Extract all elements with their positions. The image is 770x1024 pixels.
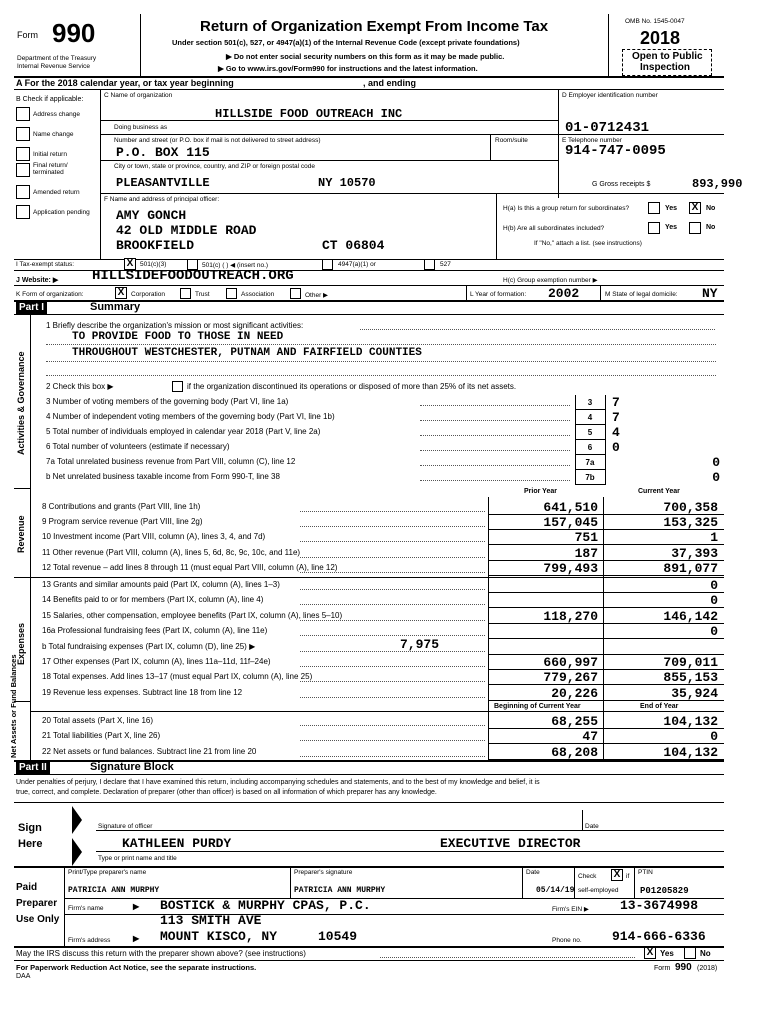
firm-name-label: Firm's name <box>68 905 104 912</box>
rev-prior-value: 751 <box>574 530 598 545</box>
year-formed-value: 2002 <box>548 286 580 301</box>
rev-prior-value: 157,045 <box>543 515 598 530</box>
opt-4947: 4947(a)(1) or <box>338 261 376 268</box>
checkbox-amended-return[interactable] <box>16 185 30 199</box>
name-change-label: Name change <box>33 131 74 138</box>
officer-signature-name: KATHLEEN PURDY <box>122 836 232 851</box>
checkbox-4947[interactable] <box>322 259 333 270</box>
hb-yes-checkbox[interactable] <box>648 222 660 234</box>
opt-527: 527 <box>440 261 451 268</box>
signature-label: Signature of officer <box>98 823 153 830</box>
checkbox-other[interactable] <box>290 288 301 299</box>
firm-address-label: Firm's address <box>68 937 111 944</box>
exp-line-label: 13 Grants and similar amounts paid (Part IX, column (A), lines 1–3) <box>42 580 280 589</box>
gov-line-value: 7 <box>612 410 620 425</box>
net-prior-value: 68,208 <box>551 745 598 760</box>
rev-line-label: 9 Program service revenue (Part VIII, line 2g) <box>42 517 203 526</box>
rev-current-value: 700,358 <box>663 500 718 515</box>
checkbox-trust[interactable] <box>180 288 191 299</box>
tax-exempt-label: I Tax-exempt status: <box>16 261 75 268</box>
gov-line-value: 0 <box>612 440 620 455</box>
final-return-label: Final return/ terminated <box>33 162 68 176</box>
section-a-label: A For the 2018 calendar year, or tax year beginning <box>16 78 234 88</box>
hb-no-checkbox[interactable] <box>689 222 701 234</box>
line-2-text: if the organization discontinued its operations or disposed of more than 25% of its net assets. <box>187 382 517 391</box>
form-number: 990 <box>52 18 96 48</box>
exp-line-label: 18 Total expenses. Add lines 13–17 (must equal Part IX, column (A), line 25) <box>42 672 313 681</box>
boy-header: Beginning of Current Year <box>494 703 581 710</box>
hb-note: If "No," attach a list. (see instructions) <box>534 240 642 247</box>
gov-line-number: 6 <box>587 443 593 452</box>
firm-address-1: 113 SMITH AVE <box>160 913 262 928</box>
address-change-label: Address change <box>33 111 80 118</box>
open-public-2: Inspection <box>640 62 691 73</box>
ha-yes-checkbox[interactable] <box>648 202 660 214</box>
net-line-label: 22 Net assets or fund balances. Subtract line 21 from line 20 <box>42 747 257 756</box>
gov-line-label: 6 Total number of volunteers (estimate if necessary) <box>46 442 230 451</box>
if-label: if <box>626 873 630 880</box>
corporation-label: Corporation <box>131 291 165 298</box>
tax-year: 2018 <box>640 28 681 48</box>
check-label: Check <box>578 873 597 880</box>
exp-current-value: 0 <box>710 624 718 639</box>
gov-line-value: 0 <box>712 470 720 485</box>
form-subtitle-3: ▶ Go to www.irs.gov/Form990 for instructions and the latest information. <box>218 64 478 73</box>
firm-zip: 10549 <box>318 929 358 944</box>
rev-line-label: 8 Contributions and grants (Part VIII, line 1h) <box>42 502 201 511</box>
type-name-label: Type or print name and title <box>98 855 177 862</box>
officer-street: 42 OLD MIDDLE ROAD <box>116 223 257 238</box>
org-name-label: C Name of organization <box>104 92 173 99</box>
exp-prior-value: 660,997 <box>543 655 598 670</box>
exp-prior-value: 118,270 <box>543 609 598 624</box>
use-only-label: Use Only <box>16 914 60 925</box>
gov-line-number: 4 <box>587 413 593 422</box>
org-city: PLEASANTVILLE <box>116 176 210 190</box>
self-employed-label: self-employed <box>578 887 619 894</box>
gov-line-number: 7b <box>585 473 595 482</box>
gross-receipts-label: G Gross receipts $ <box>592 181 651 188</box>
h-a-label: H(a) Is this a group return for subordinates? <box>503 205 630 212</box>
website-value[interactable]: HILLSIDEFOODOUTREACH.ORG <box>92 268 294 284</box>
opt-501c: 501(c) ( ) ◀ (insert no.) <box>202 262 269 269</box>
rev-line-label: 12 Total revenue – add lines 8 through 11 (must equal Part VIII, column (A), line 12) <box>42 563 338 572</box>
city-label: City or town, state or province, country, and ZIP or foreign postal code <box>114 163 315 170</box>
checkbox-line-2[interactable] <box>172 381 183 392</box>
firm-ein-label: Firm's EIN ▶ <box>552 906 589 913</box>
preparer-name-label: Print/Type preparer's name <box>68 869 147 876</box>
firm-address-2: MOUNT KISCO, NY <box>160 929 278 944</box>
side-label-net-assets: Net Assets or Fund Balances <box>9 654 18 758</box>
preparer-date: 05/14/19 <box>536 886 575 895</box>
gov-line-value: 4 <box>612 425 620 440</box>
part-i-title: Summary <box>90 301 141 313</box>
paid-label: Paid <box>16 882 38 893</box>
daa-mark: DAA <box>16 973 31 980</box>
dept-line-2: Internal Revenue Service <box>17 63 90 70</box>
ha-yes-label: Yes <box>665 205 678 212</box>
checkbox-name-change[interactable] <box>16 127 30 141</box>
preparer-signature: PATRICIA ANN MURPHY <box>294 886 386 895</box>
discuss-yes-label: Yes <box>660 949 674 958</box>
form-of-org-label: K Form of organization: <box>16 291 84 298</box>
exp-line-label: 16a Professional fundraising fees (Part IX, column (A), line 11e) <box>42 626 268 635</box>
pra-notice: For Paperwork Reduction Act Notice, see the separate instructions. <box>16 963 257 972</box>
discuss-question: May the IRS discuss this return with the preparer shown above? (see instructions) <box>16 949 306 958</box>
checkbox-association[interactable] <box>226 288 237 299</box>
checkbox-application-pending[interactable] <box>16 205 30 219</box>
gov-line-value: 0 <box>712 455 720 470</box>
line-2-label: 2 Check this box ▶ <box>46 382 114 391</box>
line-1-label: 1 Briefly describe the organization's mission or most significant activities: <box>46 321 304 330</box>
prior-year-header: Prior Year <box>524 488 557 495</box>
officer-name: AMY GONCH <box>116 208 187 223</box>
exp-prior-value: 779,267 <box>543 670 598 685</box>
eoy-header: End of Year <box>640 703 679 710</box>
hb-no-label: No <box>706 224 716 231</box>
part-i-tag: Part I <box>16 301 47 314</box>
ha-no-checkbox[interactable]: X <box>689 202 701 214</box>
net-current-value: 104,132 <box>663 714 718 729</box>
gross-receipts-value: 893,990 <box>692 177 743 191</box>
exp-line-label: 19 Revenue less expenses. Subtract line 18 from line 12 <box>42 688 243 697</box>
form-subtitle-1: Under section 501(c), 527, or 4947(a)(1) of the Internal Revenue Code (except private foundations) <box>172 38 520 47</box>
ein-value: 01-0712431 <box>565 120 650 136</box>
officer-label: F Name and address of principal officer: <box>104 196 220 203</box>
org-name: HILLSIDE FOOD OUTREACH INC <box>215 107 403 121</box>
exp-line-label: 14 Benefits paid to or for members (Part IX, column (A), line 4) <box>42 595 264 604</box>
checkbox-initial-return[interactable] <box>16 147 30 161</box>
rev-prior-value: 641,510 <box>543 500 598 515</box>
sign-date-label: Date <box>585 823 599 830</box>
officer-state-zip: CT 06804 <box>322 238 385 253</box>
room-label: Room/suite <box>495 137 528 144</box>
phone-no-label: Phone no. <box>552 937 582 944</box>
gov-line-label: 5 Total number of individuals employed in calendar year 2018 (Part V, line 2a) <box>46 427 321 436</box>
firm-name-arrow-icon: ▶ <box>133 902 140 911</box>
checkbox-corporation[interactable]: X <box>115 287 127 299</box>
org-state-zip: NY 10570 <box>318 176 376 190</box>
section-b-label: B Check if applicable: <box>16 96 84 103</box>
section-a-ending: , and ending <box>363 78 416 88</box>
domicile-value: NY <box>702 286 718 301</box>
checkbox-address-change[interactable] <box>16 107 30 121</box>
firm-phone: 914-666-6336 <box>612 929 706 944</box>
net-current-value: 0 <box>710 729 718 744</box>
group-exemption-label: H(c) Group exemption number ▶ <box>503 277 598 284</box>
association-label: Association <box>241 291 275 298</box>
application-pending-label: Application pending <box>33 209 90 216</box>
omb-number: OMB No. 1545-0047 <box>625 18 685 25</box>
hb-yes-label: Yes <box>665 224 678 231</box>
discuss-no-checkbox[interactable] <box>684 947 696 959</box>
ptin-label: PTIN <box>638 869 653 876</box>
ptin-value: P01205829 <box>640 886 689 896</box>
opt-501c3: 501(c)(3) <box>140 261 167 268</box>
exp-current-value: 709,011 <box>663 655 718 670</box>
mission-line-2: THROUGHOUT WESTCHESTER, PUTNAM AND FAIRFIELD COUNTIES <box>72 347 422 359</box>
rev-line-label: 10 Investment income (Part VIII, column (A), lines 3, 4, and 7d) <box>42 532 266 541</box>
preparer-name: PATRICIA ANN MURPHY <box>68 886 160 895</box>
firm-ein: 13-3674998 <box>620 898 699 913</box>
preparer-sig-label: Preparer's signature <box>294 869 353 876</box>
here-label: Here <box>18 838 43 850</box>
part-ii-tag: Part II <box>16 761 50 774</box>
gov-line-label: 7a Total unrelated business revenue from Part VIII, column (C), line 12 <box>46 457 296 466</box>
exp-line-label: b Total fundraising expenses (Part IX, column (D), line 25) ▶ <box>42 642 256 651</box>
gov-line-number: 7a <box>585 458 595 467</box>
gov-line-label: 3 Number of voting members of the governing body (Part VI, line 1a) <box>46 397 289 406</box>
net-line-label: 20 Total assets (Part X, line 16) <box>42 716 154 725</box>
firm-name: BOSTICK & MURPHY CPAS, P.C. <box>160 898 371 913</box>
side-label-revenue: Revenue <box>16 515 26 553</box>
rev-prior-value: 799,493 <box>543 561 598 576</box>
phone-value: 914-747-0095 <box>565 143 666 159</box>
preparer-label: Preparer <box>16 898 58 909</box>
gov-line-number: 3 <box>587 398 593 407</box>
form-title: Return of Organization Exempt From Income Tax <box>200 18 549 35</box>
exp-current-value: 0 <box>710 593 718 608</box>
ha-no-label: No <box>706 205 716 212</box>
dba-label: Doing business as <box>114 124 168 131</box>
perjury-line-2: true, correct, and complete. Declaration of preparer (other than officer) is based on all information of which preparer has any knowledge. <box>16 789 437 796</box>
form-word: Form <box>17 30 38 40</box>
form-subtitle-2: ▶ Do not enter social security numbers on this form as it may be made public. <box>226 52 505 61</box>
other-label: Other ▶ <box>305 292 329 299</box>
officer-signature-title: EXECUTIVE DIRECTOR <box>440 836 581 851</box>
initial-return-label: Initial return <box>33 151 67 158</box>
discuss-no-label: No <box>700 949 711 958</box>
net-current-value: 104,132 <box>663 745 718 760</box>
phone-label: E Telephone number <box>562 137 622 144</box>
net-line-label: 21 Total liabilities (Part X, line 26) <box>42 731 161 740</box>
rev-current-value: 891,077 <box>663 561 718 576</box>
line-16b-inline-value: 7,975 <box>400 637 440 652</box>
perjury-line-1: Under penalties of perjury, I declare that I have examined this return, including accompanying schedules and statements, and to the best of my knowledge and belief, it is <box>16 779 540 786</box>
gov-line-label: 4 Number of independent voting members of the governing body (Part VI, line 1b) <box>46 412 335 421</box>
exp-line-label: 15 Salaries, other compensation, employee benefits (Part IX, column (A), lines 5–10) <box>42 611 343 620</box>
gov-line-number: 5 <box>587 428 593 437</box>
exp-line-label: 17 Other expenses (Part IX, column (A), lines 11a–11d, 11f–24e) <box>42 657 271 666</box>
exp-prior-value: 20,226 <box>551 686 598 701</box>
dept-line-1: Department of the Treasury <box>17 55 97 62</box>
checkbox-501c3[interactable]: X <box>124 258 136 270</box>
firm-address-arrow-icon: ▶ <box>133 934 140 943</box>
form-ref-num: 990 <box>675 962 692 973</box>
officer-city: BROOKFIELD <box>116 238 195 253</box>
h-b-label: H(b) Are all subordinates included? <box>503 225 605 232</box>
rev-line-label: 11 Other revenue (Part VIII, column (A), lines 5, 6d, 8c, 9c, 10c, and 11e) <box>42 548 301 557</box>
year-formed-label: L Year of formation: <box>470 291 527 298</box>
domicile-label: M State of legal domicile: <box>605 291 678 298</box>
discuss-yes-checkbox[interactable]: X <box>644 947 656 959</box>
exp-current-value: 35,924 <box>671 686 718 701</box>
checkbox-527[interactable] <box>424 259 435 270</box>
rev-current-value: 1 <box>710 530 718 545</box>
rev-current-value: 37,393 <box>671 546 718 561</box>
exp-current-value: 0 <box>710 578 718 593</box>
gov-line-label: b Net unrelated business taxable income from Form 990-T, line 38 <box>46 472 280 481</box>
form-ref-year: (2018) <box>697 965 718 972</box>
net-prior-value: 47 <box>582 729 598 744</box>
exp-current-value: 855,153 <box>663 670 718 685</box>
side-label-expenses: Expenses <box>16 622 26 665</box>
preparer-date-label: Date <box>526 869 540 876</box>
website-label: J Website: ▶ <box>16 277 59 284</box>
gov-line-value: 7 <box>612 395 620 410</box>
open-public-1: Open to Public <box>632 51 703 62</box>
trust-label: Trust <box>195 291 210 298</box>
mission-line-1: TO PROVIDE FOOD TO THOSE IN NEED <box>72 331 284 343</box>
current-year-header: Current Year <box>638 488 680 495</box>
rev-prior-value: 187 <box>574 546 598 561</box>
form-ref-pre: Form <box>654 965 671 972</box>
rev-current-value: 153,325 <box>663 515 718 530</box>
checkbox-final-return[interactable] <box>16 163 30 177</box>
street-label: Number and street (or P.O. box if mail is not delivered to street address) <box>114 137 321 144</box>
exp-current-value: 146,142 <box>663 609 718 624</box>
org-street: P.O. BOX 115 <box>116 145 210 160</box>
sign-label: Sign <box>18 822 42 834</box>
side-label-activities: Activities & Governance <box>16 351 26 455</box>
net-prior-value: 68,255 <box>551 714 598 729</box>
part-ii-title: Signature Block <box>90 761 174 773</box>
self-employed-checkbox[interactable]: X <box>611 869 623 881</box>
amended-return-label: Amended return <box>33 189 80 196</box>
ein-label: D Employer identification number <box>562 92 658 99</box>
